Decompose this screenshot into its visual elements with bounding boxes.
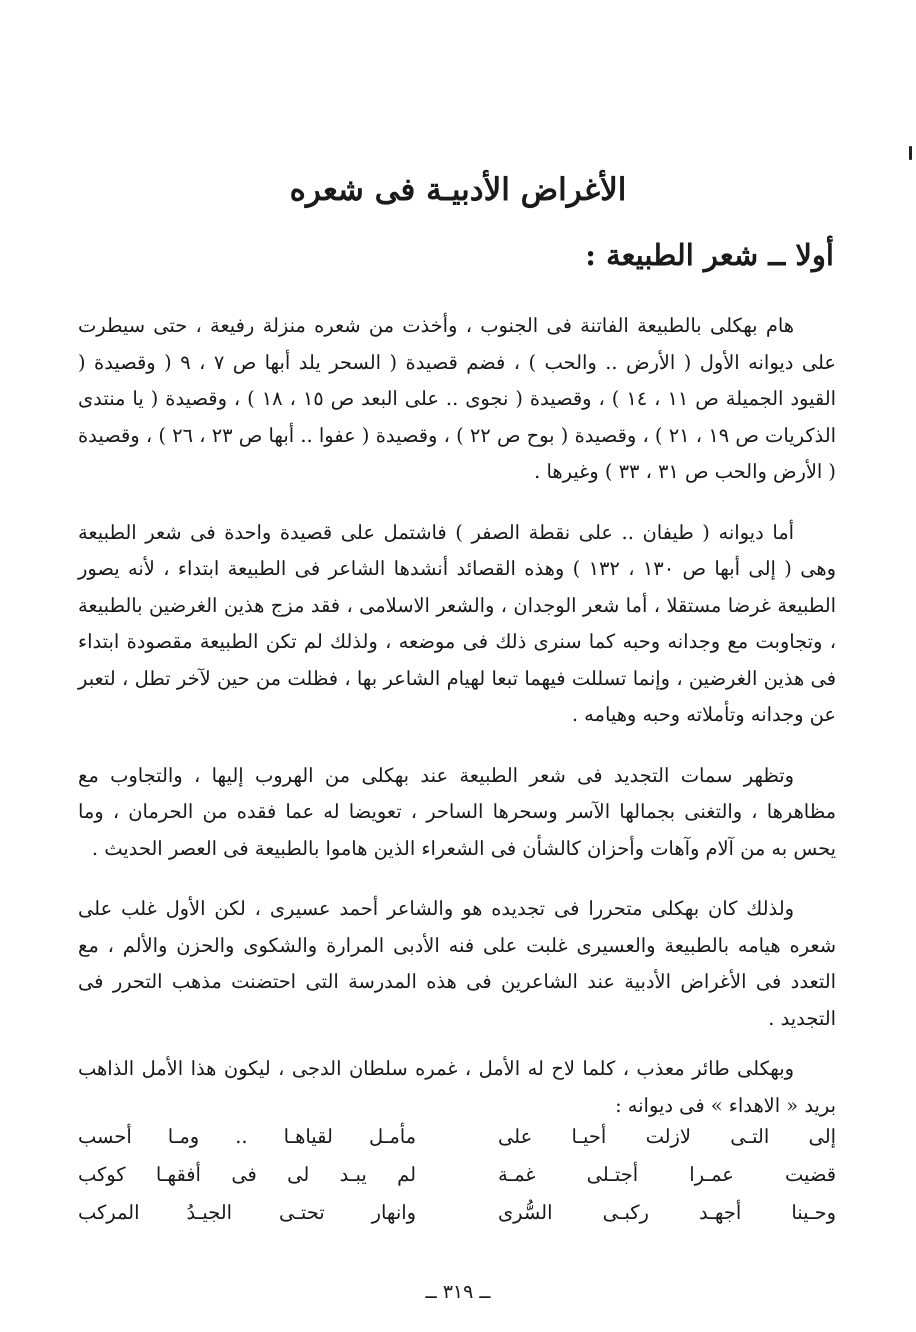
verse-second-hemistich: لم يبـد لى فى أفقهـا كوكب	[78, 1163, 416, 1186]
poem-verse	[78, 1156, 836, 1194]
paragraph: وتظهر سمات التجديد فى شعر الطبيعة عند بهكلى من الهروب إليها ، والتجاوب مع مظاهرها ، والتغنى بجمالها الآسر وسحرها الساحر ، تعويضا له عما فقده من الحرمان ، وما يحس به من آلام وآهات وأحزان كالشأن فى الشعراء الذين هاموا بالطبيعة فى العصر الحديث .	[78, 763, 836, 860]
poem-verse	[78, 1194, 836, 1232]
paragraph: هام بهكلى بالطبيعة الفاتنة فى الجنوب ، وأخذت من شعره منزلة رفيعة ، حتى سيطرت على ديوانه الأول ( الأرض .. والحب ) ، فضم قصيدة ( السحر يلد أبها ص ٧ ، ٩ ( وقصيدة ( القيود الجميلة ص ١١ ، ١٤ ) ، وقصيدة ( نجوى .. على البعد ص ١٥ ، ١٨ ) ، وقصيدة ( يا منتدى الذكريات ص ١٩ ، ٢١ ) ، وقصيدة ( بوح ص ٢٢ ) ، وقصيدة ( عفوا .. أبها ص ٢٣ ، ٢٦ ) ، وقصيدة ( الأرض والحب ص ٣١ ، ٣٣ ) وغيرها .	[78, 314, 837, 483]
verse-second-hemistich: وانهار تحتـى الجيـدُ المركب	[78, 1201, 416, 1224]
page-number: ــ ٣١٩ ــ	[425, 1281, 491, 1303]
paragraph: أما ديوانه ( طيفان .. على نقطة الصفر ) فاشتمل على قصيدة واحدة فى شعر الطبيعة وهى ( إلى أبها ص ١٣٠ ، ١٣٢ ) وهذه القصائد أنشدها الشاعر فى الطبيعة ابتداء ، لأنه يصور الطبيعة غرضا مستقلا ، أما شعر الوجدان ، والشعر الاسلامى ، فقد مزج هذين الغرضين بالطبيعة ، وتجاوبت مع وجدانه وحبه كما سنرى ذلك فى موضعه ، ولذلك لم تكن الطبيعة مقصودة ابتداء فى هذين الغرضين ، وإنما تسللت فيهما تبعا لهيام الشاعر بها ، فظلت من حين لآخر تطل ، لتعبر عن وجدانه وتأملاته وحبه وهيامه .	[78, 520, 836, 726]
verse-first-hemistich: قضيت عمـرا أجتـلى غمـة	[498, 1163, 836, 1186]
verse-first-hemistich: إلى التـى لازلت أحيـا على	[498, 1125, 836, 1148]
poem-verse	[78, 1118, 836, 1156]
body-text	[78, 308, 836, 1124]
margin-mark	[909, 146, 912, 160]
poem	[78, 1118, 836, 1232]
paragraph: وبهكلى طائر معذب ، كلما لاح له الأمل ، غمره سلطان الدجى ، ليكون هذا الأمل الذاهب بريد « الاهداء » فى ديوانه :	[78, 1057, 836, 1117]
verse-first-hemistich: وحـينا أجهـد ركبـى السُّرى	[498, 1201, 836, 1224]
chapter-title: الأغراض الأدبيـة فى شعره	[289, 172, 627, 208]
verse-second-hemistich: مأمـل لقياهـا .. ومـا أحسب	[78, 1125, 416, 1148]
section-heading: أولا ــ شعر الطبيعة :	[585, 238, 834, 272]
paragraph: ولذلك كان بهكلى متحررا فى تجديده هو والشاعر أحمد عسيرى ، لكن الأول غلب على شعره هيامه بالطبيعة والعسيرى غلبت على فنه الأدبى المرارة والشكوى والحزن والألم ، مع التعدد فى الأغراض الأدبية عند الشاعرين فى هذه المدرسة التى احتضنت مذهب التحرر فى التجديد .	[78, 897, 836, 1030]
